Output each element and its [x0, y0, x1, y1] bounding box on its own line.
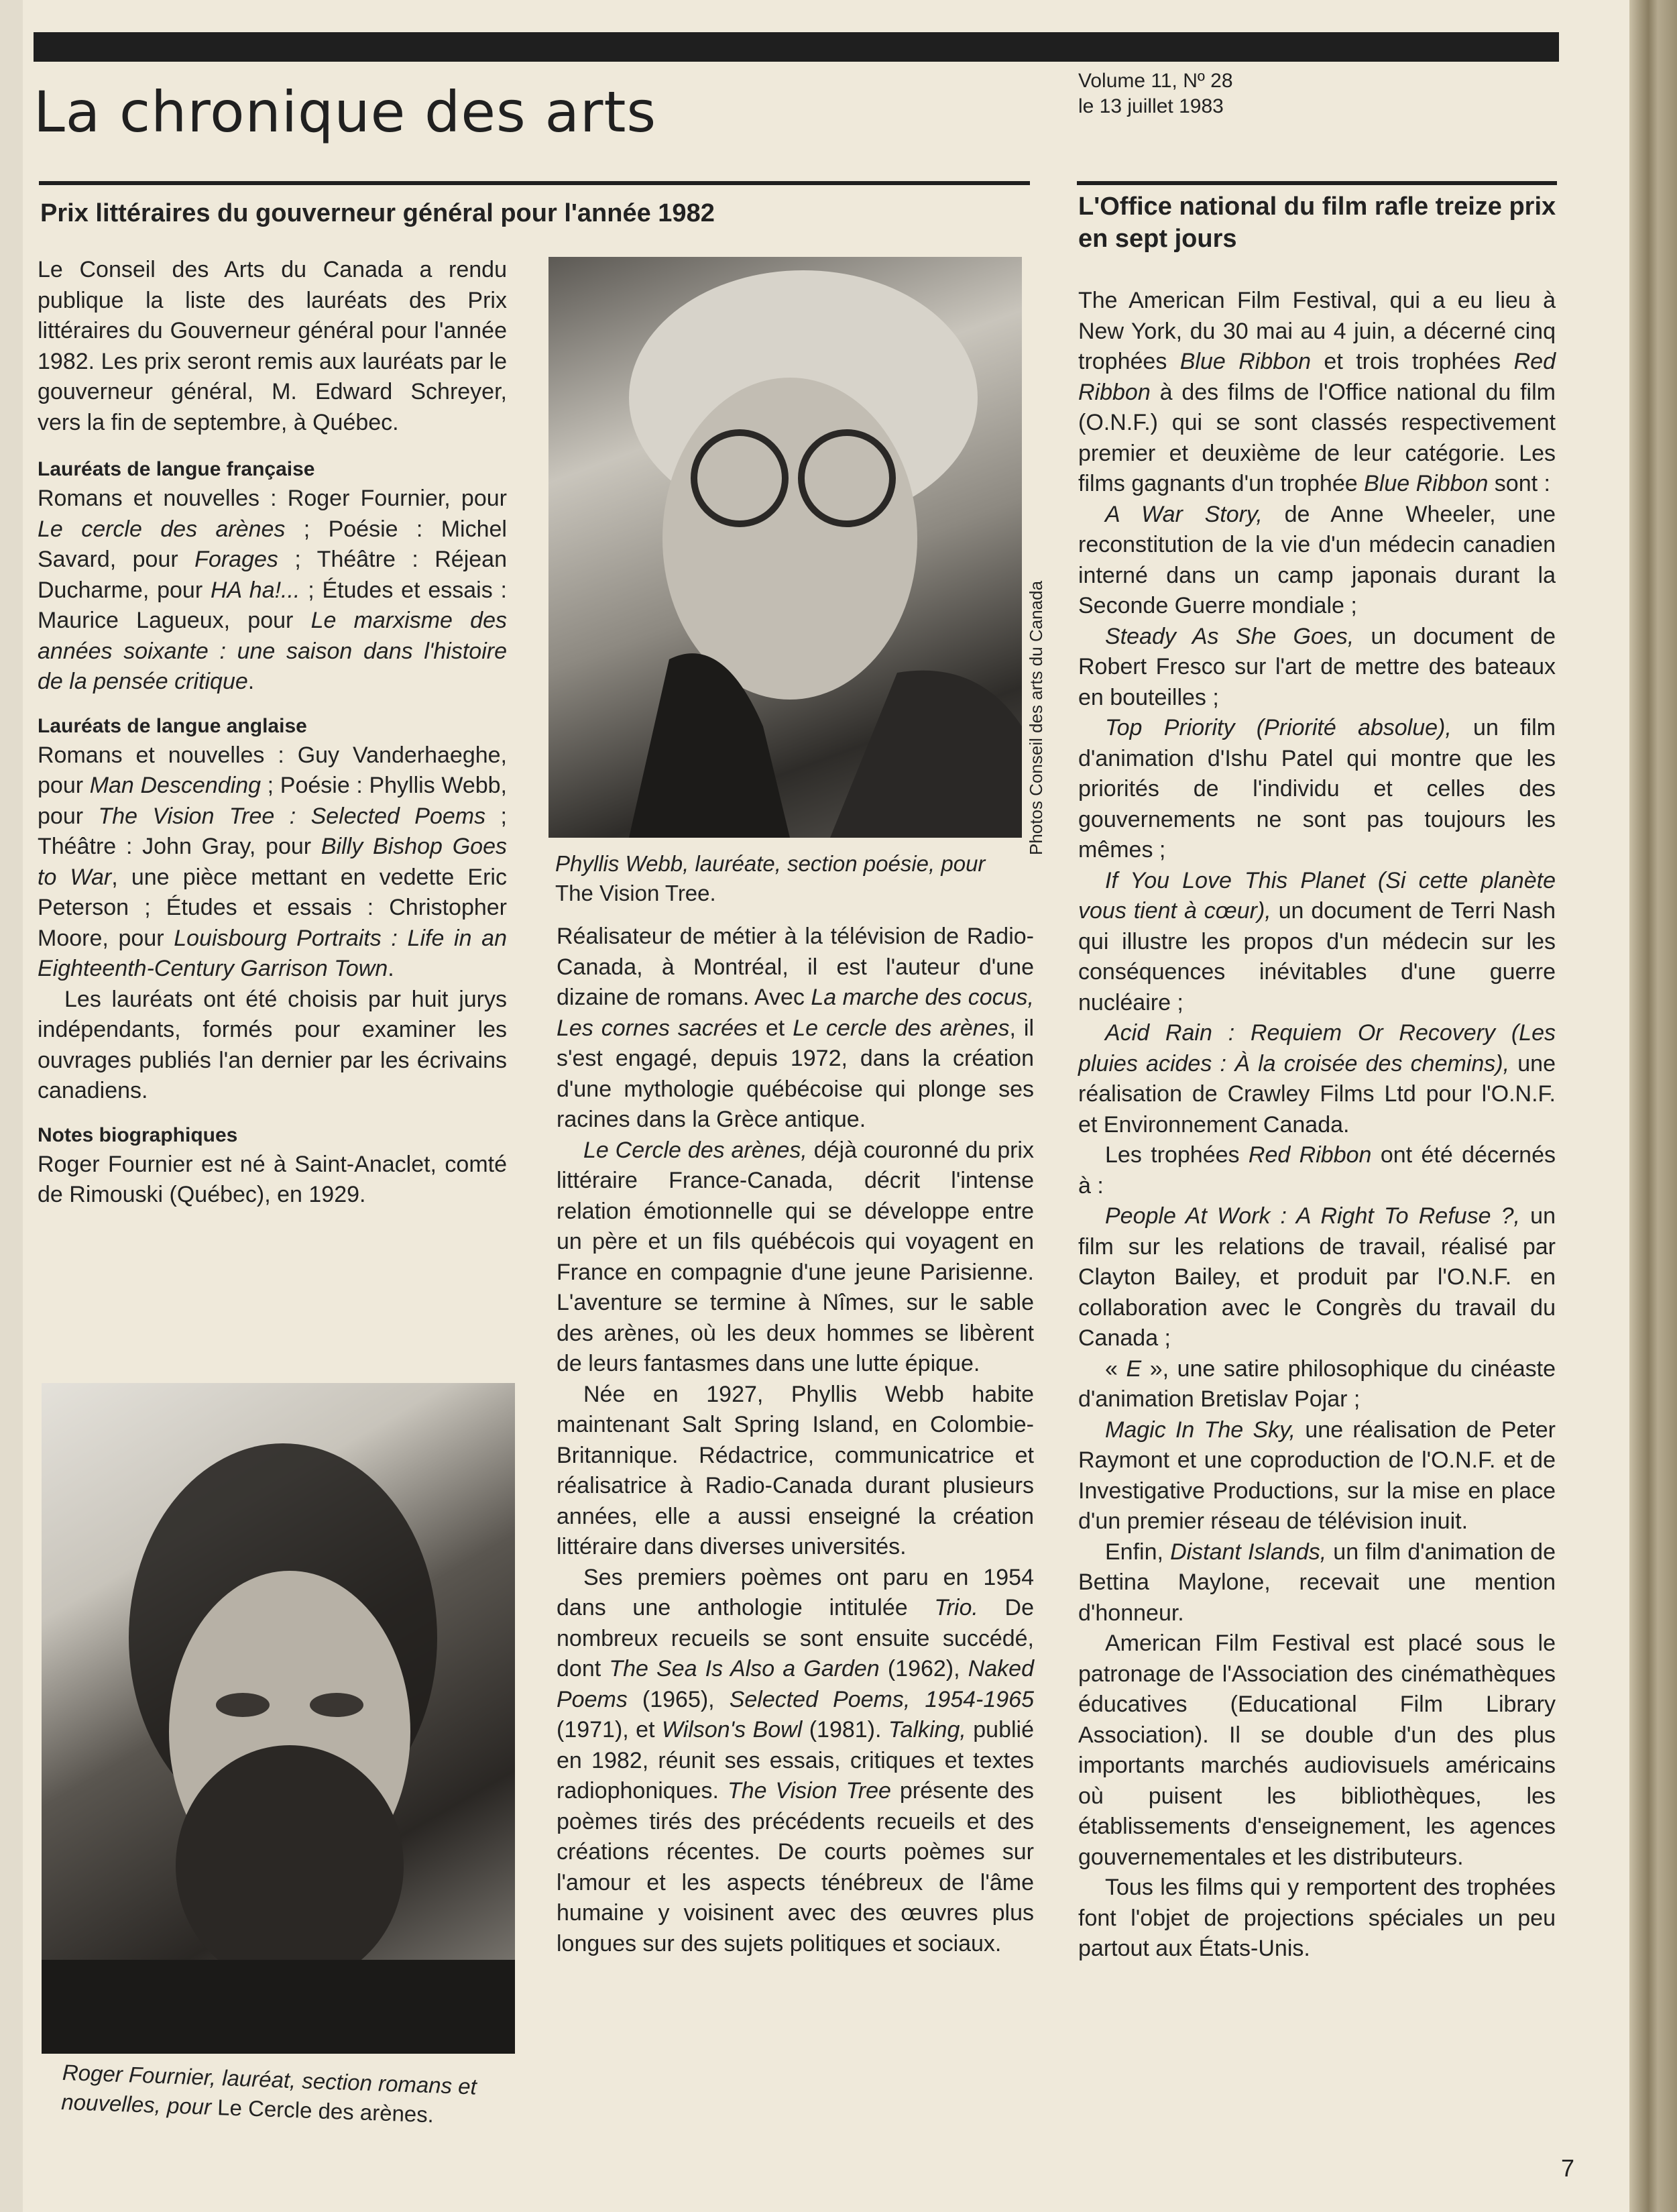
festival-affiliation-paragraph: American Film Festival est placé sous le patronage de l'Association des cinémathèques éducatives (Educational Film Library Association). Il se double d'un des plus importants marchés audiovisuels américains où puisent les bibliothèques, les établissements d'enseignement, les agences gouvernementales et les distributeurs.: [1078, 1630, 1556, 1870]
film-entry: Enfin, Distant Islands, un film d'animation de Bettina Maylone, recevait une mention d'honneur.: [1078, 1539, 1556, 1626]
page-edge: [1629, 0, 1677, 2212]
middle-paragraph-2: Le Cercle des arènes, déjà couronné du prix littéraire France-Canada, décrit l'intense relation émotionnelle qui se développe entre un père et un fils québécois qui voyagent en France en compagnie d'une jeune Parisienne. L'aventure se termine à Nîmes, sur le sable des arènes, où les deux hommes se libèrent de leurs fantasmes dans une lutte épique.: [557, 1137, 1034, 1376]
issue-info: [1078, 68, 1233, 119]
photo-roger-fournier: [42, 1383, 515, 2054]
left-column-text: [38, 255, 507, 1211]
film-entry: Magic In The Sky, une réalisation de Peter Raymont et une coproduction de l'O.N.F. et de Investigative Productions, sur la mise en place d'un premier réseau de télévision inuit.: [1078, 1417, 1556, 1534]
middle-column-text: [557, 922, 1034, 1959]
left-article-headline: Prix littéraires du gouverneur général pour l'année 1982: [40, 199, 715, 227]
portrait-woman-icon: [548, 257, 1022, 838]
page-number: 7: [1561, 2154, 1575, 2182]
middle-paragraph-3: Née en 1927, Phyllis Webb habite maintenant Salt Spring Island, en Colombie-Britannique. Rédactrice, communicatrice et réalisatrice à Radio-Canada durant plusieurs années, elle a aussi enseigné la création littéraire dans diverses universités.: [557, 1381, 1034, 1559]
volume-number: Volume 11, Nº 28: [1078, 70, 1233, 92]
left-article-rule: [39, 181, 1030, 185]
top-bar: [34, 32, 1559, 62]
jury-paragraph: Les lauréats ont été choisis par huit jurys indépendants, formés pour examiner les ouvrages publiés l'an dernier par les écrivains canadiens.: [38, 986, 507, 1103]
photo-credit: Photos Conseil des arts du Canada: [1026, 580, 1046, 855]
right-paragraph-intro: The American Film Festival, qui a eu lieu à New York, du 30 mai au 4 juin, a décerné cinq trophées Blue Ribbon et trois trophées Red Ribbon à des films de l'Office national du film (O.N.F.) qui se sont classés respectivement premier et deuxième de leur catégorie. Les films gagnants d'un trophée Blue Ribbon sont :: [1078, 288, 1556, 496]
bio-paragraph: Roger Fournier est né à Saint-Anaclet, comté de Rimouski (Québec), en 1929.: [38, 1151, 507, 1207]
closing-paragraph: Tous les films qui y remportent des trophées font l'objet de projections spéciales un peu partout aux États-Unis.: [1078, 1875, 1556, 1961]
photo-roger-fournier-caption: Roger Fournier, lauréat, section romans et nouvelles, pour Le Cercle des arènes.: [60, 2059, 477, 2127]
binding-gutter: [0, 0, 23, 2212]
film-entry: Acid Rain : Requiem Or Recovery (Les pluies acides : À la croisée des chemins), une réalisation de Crawley Films Ltd pour l'O.N.F. et Environnement Canada.: [1078, 1020, 1556, 1138]
film-entry: Top Priority (Priorité absolue), un film d'animation d'Ishu Patel qui montre que les priorités de l'individu et celles des gouvernements ne sont pas toujours les mêmes ;: [1078, 715, 1556, 863]
right-article-rule: [1077, 181, 1557, 185]
film-entry: If You Love This Planet (Si cette planète vous tient à cœur), un document de Terri Nash qui illustre les propos d'un médecin sur les conséquences inévitables d'une guerre nucléaire ;: [1078, 867, 1556, 1015]
intro-paragraph: Le Conseil des Arts du Canada a rendu publique la liste des lauréats des Prix littéraires du Gouverneur général pour l'année 1982. Les prix seront remis aux lauréats par le gouverneur général, M. Edward Schreyer, vers la fin de septembre, à Québec.: [38, 257, 507, 435]
middle-paragraph-1: Réalisateur de métier à la télévision de Radio-Canada, à Montréal, il est l'auteur d'une dizaine de romans. Avec La marche des cocus, Les cornes sacrées et Le cercle des arènes, il s'est engagé, depuis 1972, dans la création d'une mythologie québécoise qui plonge ses racines dans la Grèce antique.: [557, 924, 1035, 1132]
photo-phyllis-webb-caption: Phyllis Webb, lauréate, section poésie, pour The Vision Tree.: [555, 851, 986, 905]
film-entry: « E », une satire philosophique du cinéaste d'animation Bretislav Pojar ;: [1078, 1356, 1556, 1412]
english-laureates-text: Romans et nouvelles : Guy Vanderhaeghe, pour Man Descending ; Poésie : Phyllis Webb, pour The Vision Tree : Selected Poems ; Théâtre : John Gray, pour Billy Bishop Goes to War, une pièce mettant en vedette Eric Peterson ; Études et essais : Christopher Moore, pour Louisbourg Portraits : Life in an Eighteenth-Century Garrison Town.: [38, 742, 507, 981]
red-ribbon-intro: Les trophées Red Ribbon ont été décernés à :: [1078, 1142, 1556, 1199]
middle-paragraph-4: Ses premiers poèmes ont paru en 1954 dans une anthologie intitulée Trio. De nombreux recueils se sont ensuite succédé, dont The Sea Is Also a Garden (1962), Naked Poems (1965), Selected Poems, 1954-1965 (1971), et Wilson's Bowl (1981). Talking, publié en 1982, réunit ses essais, critiques et textes radiophoniques. The Vision Tree présente des poèmes tirés des précédents recueils et des créations récentes. De courts poèmes sur l'amour et les aspects ténébreux de l'âme humaine y voisinent avec des œuvres plus longues sur des sujets politiques et sociaux.: [557, 1564, 1035, 1956]
film-entry: People At Work : A Right To Refuse ?, un film sur les relations de travail, réalisé par Clayton Bailey, et produit par l'O.N.F. en collaboration avec le Congrès du travail du Canada ;: [1078, 1203, 1556, 1351]
portrait-man-icon: [42, 1383, 515, 2054]
film-entry: Steady As She Goes, un document de Robert Fresco sur l'art de mettre des bateaux en bouteilles ;: [1078, 623, 1556, 710]
film-entry: A War Story, de Anne Wheeler, une reconstitution de la vie d'un médecin canadien interné dans un camp japonais durant la Seconde Guerre mondiale ;: [1078, 501, 1556, 618]
french-laureates-text: Romans et nouvelles : Roger Fournier, pour Le cercle des arènes ; Poésie : Michel Savard, pour Forages ; Théâtre : Réjean Ducharme, pour HA ha!... ; Études et essais : Maurice Lagueux, pour Le marxisme des années soixante : une saison dans l'histoire de la pensée critique.: [38, 486, 507, 694]
french-laureates-heading: Lauréats de langue française: [38, 458, 315, 480]
masthead-title: La chronique des arts: [34, 79, 657, 145]
right-article-headline: L'Office national du film rafle treize prix en sept jours: [1078, 192, 1556, 253]
english-laureates-heading: Lauréats de langue anglaise: [38, 714, 307, 737]
right-column-text: [1078, 286, 1556, 1965]
issue-date: le 13 juillet 1983: [1078, 95, 1224, 117]
bio-heading: Notes biographiques: [38, 1123, 238, 1146]
photo-phyllis-webb: [548, 257, 1022, 838]
